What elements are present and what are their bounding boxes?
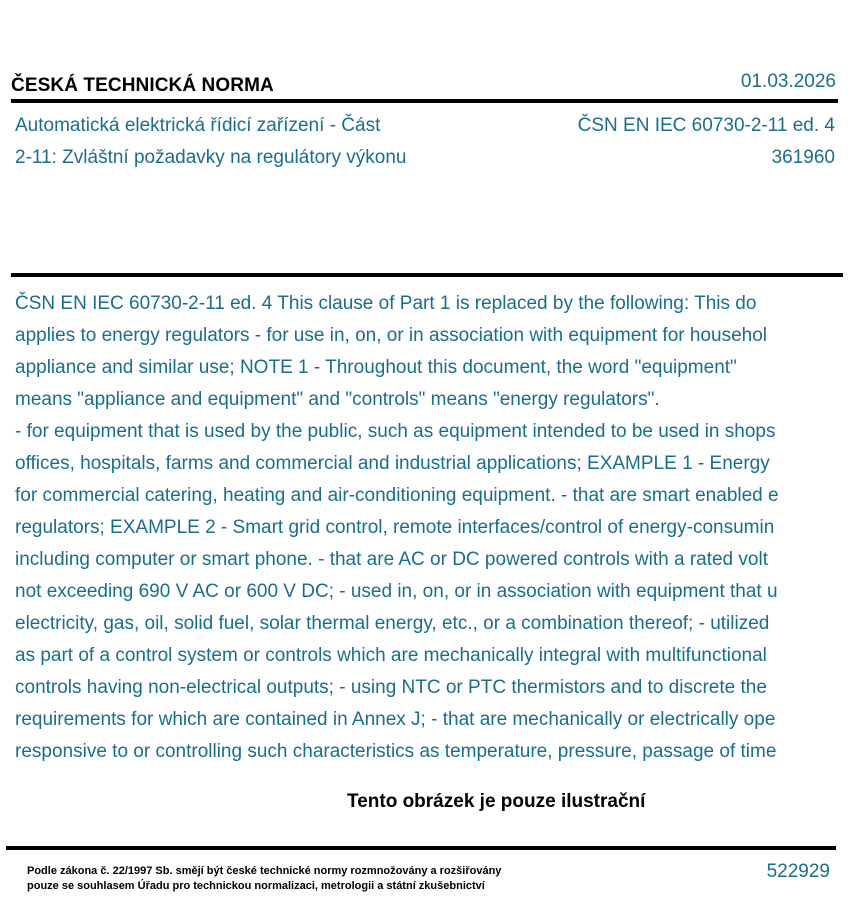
abstract-line: responsive to or controlling such characteristics as temperature, pressure, passage of time	[15, 741, 777, 762]
abstract-text	[15, 288, 865, 768]
abstract-line: ČSN EN IEC 60730-2-11 ed. 4 This clause of Part 1 is replaced by the following: This do	[15, 293, 757, 314]
abstract-line: as part of a control system or controls which are mechanically integral with multifunctional	[15, 645, 767, 666]
catalog-number: 522929	[766, 861, 830, 882]
publication-date: 01.03.2026	[740, 71, 836, 92]
document-heading: ČESKÁ TECHNICKÁ NORMA	[11, 75, 274, 96]
abstract-line: not exceeding 690 V AC or 600 V DC; - used in, on, or in association with equipment that u	[15, 581, 778, 602]
footer-divider	[6, 846, 836, 850]
abstract-line: electricity, gas, oil, solid fuel, solar thermal energy, etc., or a combination thereof; - utilized	[15, 613, 770, 634]
abstract-line: - for equipment that is used by the public, such as equipment intended to be used in shops	[15, 421, 776, 442]
section-divider	[11, 273, 843, 277]
legal-notice	[27, 864, 501, 894]
abstract-line: regulators; EXAMPLE 2 - Smart grid control, remote interfaces/control of energy-consumin	[15, 517, 775, 538]
header-divider	[11, 99, 838, 103]
abstract-line: applies to energy regulators - for use in, on, or in association with equipment for househol	[15, 325, 767, 346]
standard-title-line-2: 2-11: Zvláštní požadavky na regulátory výkonu	[15, 147, 407, 168]
standard-title-line-1: Automatická elektrická řídicí zařízení - Část	[15, 115, 381, 136]
legal-line: Podle zákona č. 22/1997 Sb. smějí být české technické normy rozmnožovány a rozšiřovány	[27, 865, 502, 877]
legal-line: pouze se souhlasem Úřadu pro technickou normalizaci, metrologii a státní zkušebnictví	[27, 880, 485, 892]
abstract-line: appliance and similar use; NOTE 1 - Throughout this document, the word "equipment"	[15, 357, 737, 378]
illustration-notice: Tento obrázek je pouze ilustrační	[347, 791, 646, 812]
abstract-line: requirements for which are contained in Annex J; - that are mechanically or electrically ope	[15, 709, 776, 730]
abstract-line: controls having non-electrical outputs; - using NTC or PTC thermistors and to discrete the	[15, 677, 767, 698]
abstract-line: means "appliance and equipment" and "controls" means "energy regulators".	[15, 389, 660, 410]
abstract-line: for commercial catering, heating and air-conditioning equipment. - that are smart enabled e	[15, 485, 779, 506]
abstract-line: including computer or smart phone. - that are AC or DC powered controls with a rated volt	[15, 549, 768, 570]
classification-code: 361960	[771, 147, 835, 168]
standard-designation: ČSN EN IEC 60730-2-11 ed. 4	[577, 115, 835, 136]
abstract-line: offices, hospitals, farms and commercial and industrial applications; EXAMPLE 1 - Energy	[15, 453, 770, 474]
